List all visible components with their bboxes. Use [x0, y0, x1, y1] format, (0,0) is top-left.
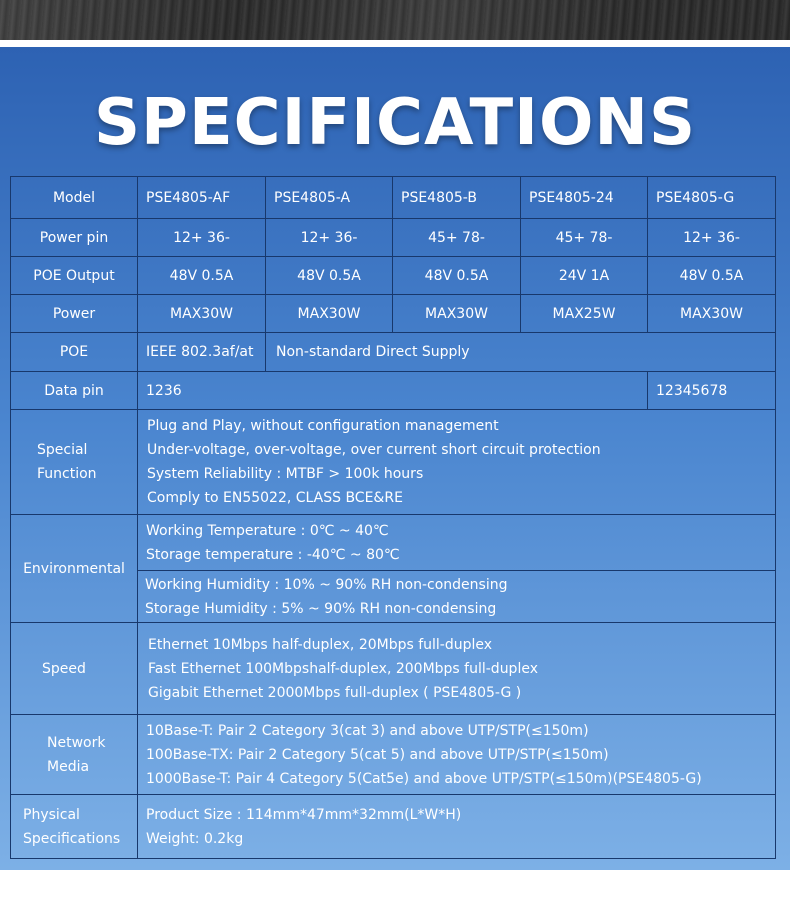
model-value: PSE4805-B: [393, 176, 521, 219]
power-pin-label: Power pin: [10, 219, 138, 257]
poe-value: Non-standard Direct Supply: [266, 333, 776, 372]
poe-output-value: 48V 0.5A: [138, 257, 266, 295]
environmental-label: Environmental: [10, 515, 138, 623]
poe-label: POE: [10, 333, 138, 372]
power-value: MAX30W: [393, 295, 521, 333]
speed-value: Ethernet 10Mbps half-duplex, 20Mbps full-duplex Fast Ethernet 100Mbpshalf-duplex, 200Mbps full-duplex Gigabit Ethernet 2000Mbps full-duplex ( PSE4805-G ): [138, 623, 776, 715]
power-value: MAX30W: [648, 295, 776, 333]
power-pin-value: 12+ 36-: [138, 219, 266, 257]
environmental-temperature: Working Temperature : 0℃ ~ 40℃ Storage temperature : -40℃ ~ 80℃: [138, 515, 776, 571]
special-function-label: Special Function: [10, 410, 138, 515]
poe-output-value: 24V 1A: [521, 257, 648, 295]
power-value: MAX25W: [521, 295, 648, 333]
physical-specifications-value: Product Size : 114mm*47mm*32mm(L*W*H) Weight: 0.2kg: [138, 795, 776, 859]
poe-value: IEEE 802.3af/at: [138, 333, 266, 372]
model-value: PSE4805-24: [521, 176, 648, 219]
poe-output-value: 48V 0.5A: [393, 257, 521, 295]
network-media-label: Network Media: [10, 715, 138, 795]
power-label: Power: [10, 295, 138, 333]
page-title: SPECIFICATIONS: [93, 86, 697, 160]
power-value: MAX30W: [138, 295, 266, 333]
poe-output-label: POE Output: [10, 257, 138, 295]
model-value: PSE4805-AF: [138, 176, 266, 219]
model-value: PSE4805-G: [648, 176, 776, 219]
power-pin-value: 12+ 36-: [266, 219, 393, 257]
poe-output-value: 48V 0.5A: [266, 257, 393, 295]
environmental-humidity: Working Humidity : 10% ~ 90% RH non-condensing Storage Humidity : 5% ~ 90% RH non-condensing: [138, 571, 776, 623]
data-pin-value: 12345678: [648, 372, 776, 410]
speed-label: Speed: [10, 623, 138, 715]
special-function-value: Plug and Play, without configuration management Under-voltage, over-voltage, over current short circuit protection System Reliability : MTBF > 100k hours Comply to EN55022, CLASS BCE&RE: [138, 410, 776, 515]
bottom-margin: [0, 870, 790, 897]
data-pin-value: 1236: [138, 372, 648, 410]
power-value: MAX30W: [266, 295, 393, 333]
power-pin-value: 45+ 78-: [521, 219, 648, 257]
header-photo-strip: [0, 0, 790, 40]
model-label: Model: [10, 176, 138, 219]
data-pin-label: Data pin: [10, 372, 138, 410]
poe-output-value: 48V 0.5A: [648, 257, 776, 295]
model-value: PSE4805-A: [266, 176, 393, 219]
power-pin-value: 12+ 36-: [648, 219, 776, 257]
power-pin-value: 45+ 78-: [393, 219, 521, 257]
network-media-value: 10Base-T: Pair 2 Category 3(cat 3) and above UTP/STP(≤150m) 100Base-TX: Pair 2 Category 5(cat 5) and above UTP/STP(≤150m) 1000Base-T: Pair 4 Category 5(Cat5e) and above UTP/STP(≤150m)(PSE4805-G): [138, 715, 776, 795]
physical-specifications-label: Physical Specifications: [10, 795, 138, 859]
